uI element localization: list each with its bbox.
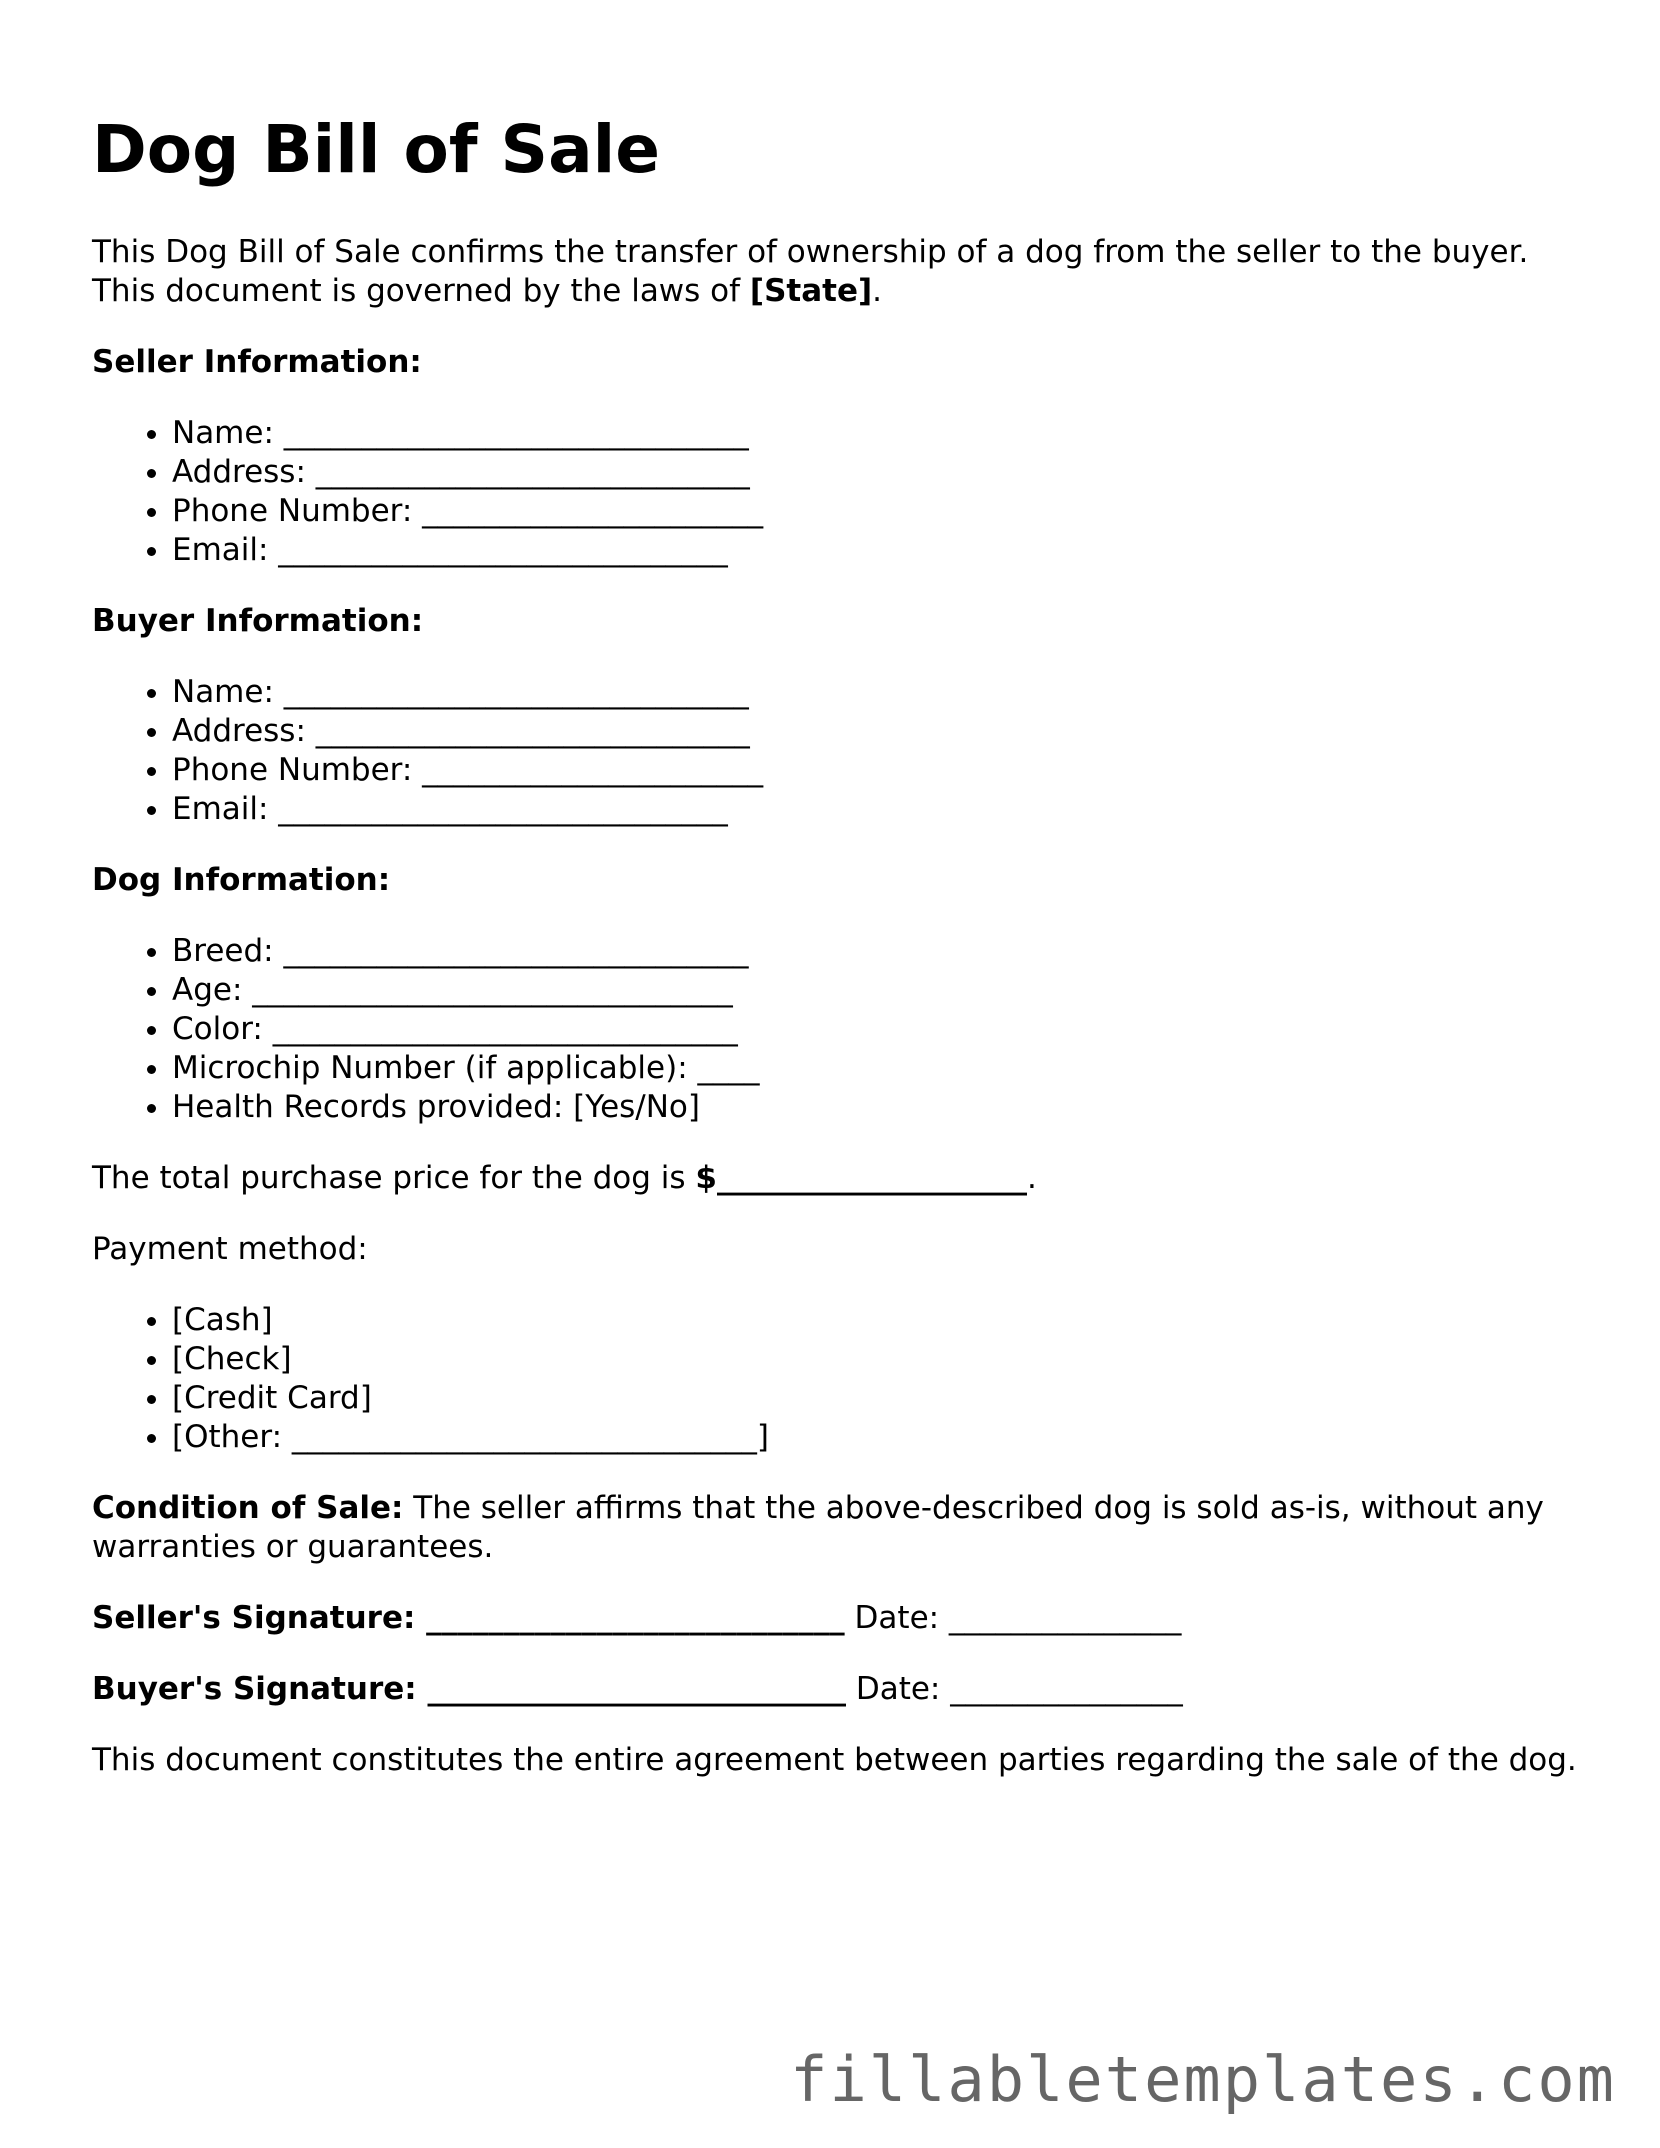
seller-name-field: • Name: ______________________________ <box>172 414 1592 453</box>
intro-period: . <box>872 273 883 310</box>
buyer-phone-field: • Phone Number: ______________________ <box>172 751 1592 790</box>
seller-fields <box>92 414 1592 570</box>
price-amount: $____________________ <box>695 1160 1027 1197</box>
payment-heading: Payment method: <box>92 1231 368 1268</box>
intro-text: This Dog Bill of Sale confirms the transfer of ownership of a dog from the seller to the buyer. This document is governed by the laws of <box>92 234 1529 310</box>
payment-options <box>92 1301 1592 1457</box>
seller-signature-label: Seller's Signature: ___________________________ <box>92 1600 845 1637</box>
buyer-signature-line <box>92 1670 1592 1709</box>
seller-phone-field: • Phone Number: ______________________ <box>172 492 1592 531</box>
buyer-heading: Buyer Information: <box>92 603 424 640</box>
price-paragraph <box>92 1159 1592 1198</box>
dog-health-records-field: • Health Records provided: [Yes/No] <box>172 1088 1592 1127</box>
buyer-address-field: • Address: ____________________________ <box>172 712 1592 751</box>
buyer-email-field: • Email: _____________________________ <box>172 790 1592 829</box>
buyer-signature-label: Buyer's Signature: ___________________________ <box>92 1671 846 1708</box>
seller-date-field: Date: _______________ <box>844 1600 1182 1637</box>
payment-option-cash: • [Cash] <box>172 1301 1592 1340</box>
closing-paragraph: This document constitutes the entire agreement between parties regarding the sale of the dog. <box>92 1742 1577 1779</box>
payment-option-credit-card: • [Credit Card] <box>172 1379 1592 1418</box>
state-placeholder: [State] <box>749 273 873 310</box>
dog-age-field: • Age: _______________________________ <box>172 971 1592 1010</box>
dog-heading: Dog Information: <box>92 862 391 899</box>
document-page <box>92 110 1592 1812</box>
dog-breed-field: • Breed: ______________________________ <box>172 932 1592 971</box>
intro-paragraph <box>92 233 1592 311</box>
seller-email-field: • Email: _____________________________ <box>172 531 1592 570</box>
seller-heading: Seller Information: <box>92 344 422 381</box>
buyer-date-field: Date: _______________ <box>845 1671 1183 1708</box>
price-text: The total purchase price for the dog is <box>92 1160 696 1197</box>
dog-color-field: • Color: ______________________________ <box>172 1010 1592 1049</box>
seller-signature-line <box>92 1599 1592 1638</box>
buyer-name-field: • Name: ______________________________ <box>172 673 1592 712</box>
payment-option-other: • [Other: ______________________________] <box>172 1418 1592 1457</box>
condition-text: The seller affirms that the above-described dog is sold as-is, without any warranties or guarantees. <box>92 1490 1544 1566</box>
buyer-fields <box>92 673 1592 829</box>
condition-label: Condition of Sale: <box>92 1490 404 1527</box>
seller-address-field: • Address: ____________________________ <box>172 453 1592 492</box>
dog-fields <box>92 932 1592 1127</box>
dog-microchip-field: • Microchip Number (if applicable): ____ <box>172 1049 1592 1088</box>
condition-paragraph <box>92 1489 1592 1567</box>
price-period: . <box>1027 1160 1037 1197</box>
document-title: Dog Bill of Sale <box>92 111 660 188</box>
payment-option-check: • [Check] <box>172 1340 1592 1379</box>
watermark: fillabletemplates.com <box>790 2043 1616 2116</box>
